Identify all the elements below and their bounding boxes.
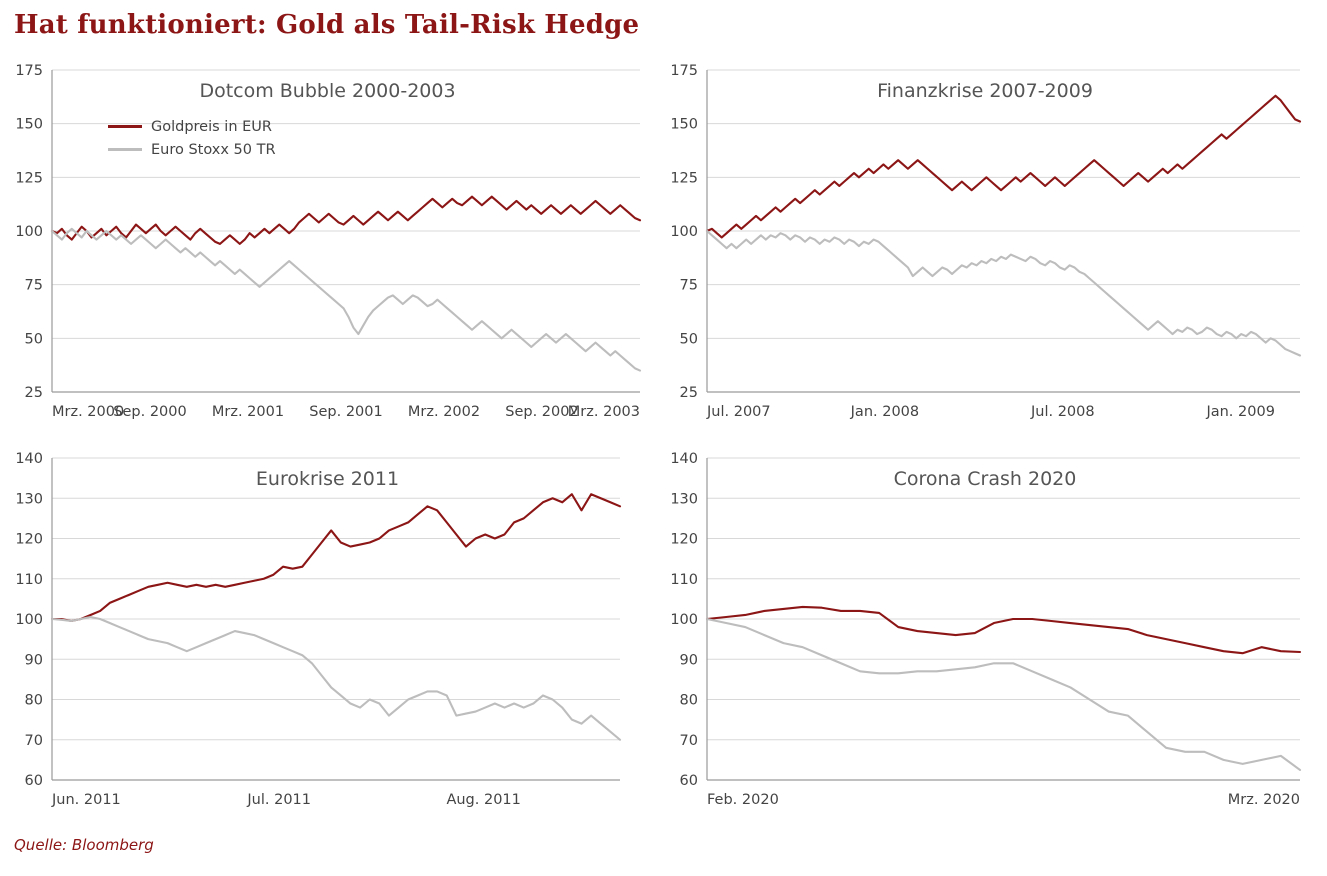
legend-swatch-equity: [108, 148, 142, 151]
chart-legend: [108, 118, 276, 164]
svg-text:70: 70: [679, 732, 698, 749]
chart-grid: [0, 56, 1327, 816]
svg-text:125: 125: [670, 170, 698, 187]
svg-text:Aug. 2011: Aug. 2011: [446, 792, 521, 808]
svg-text:100: 100: [15, 224, 43, 240]
legend-item-equity: [108, 141, 276, 158]
svg-text:Jan. 2009: Jan. 2009: [1206, 404, 1275, 420]
svg-text:Mrz. 2002: Mrz. 2002: [407, 404, 481, 420]
svg-text:120: 120: [15, 531, 43, 548]
svg-text:75: 75: [679, 277, 698, 294]
svg-text:75: 75: [24, 277, 43, 294]
svg-text:Sep. 2002: Sep. 2002: [505, 404, 579, 420]
svg-text:150: 150: [15, 116, 43, 133]
svg-text:80: 80: [24, 692, 43, 709]
svg-text:140: 140: [670, 451, 698, 467]
svg-text:90: 90: [679, 652, 698, 669]
svg-text:25: 25: [679, 385, 698, 401]
svg-text:Jun. 2011: Jun. 2011: [52, 792, 121, 808]
svg-text:Sep. 2001: Sep. 2001: [309, 404, 383, 420]
chart-title-corona: Corona Crash 2020: [893, 468, 1077, 490]
svg-text:Mrz. 2003: Mrz. 2003: [567, 404, 640, 420]
source-note: Quelle: Bloomberg: [14, 836, 154, 854]
svg-text:175: 175: [670, 63, 698, 79]
chart-plot-dotcom: [0, 56, 655, 428]
svg-text:80: 80: [679, 692, 698, 709]
chart-panel-finanzkrise: [655, 56, 1315, 428]
chart-title-eurokrise: Eurokrise 2011: [255, 468, 400, 490]
legend-swatch-gold: [108, 125, 142, 128]
svg-text:110: 110: [670, 571, 698, 588]
svg-text:100: 100: [670, 224, 698, 240]
chart-title-finanzkrise: Finanzkrise 2007-2009: [877, 80, 1093, 102]
svg-text:130: 130: [670, 491, 698, 508]
svg-text:Mrz. 2001: Mrz. 2001: [211, 404, 285, 420]
chart-panel-corona: [655, 444, 1315, 816]
svg-text:Jul. 2008: Jul. 2008: [1030, 404, 1095, 420]
svg-text:140: 140: [15, 451, 43, 467]
legend-label-gold: Goldpreis in EUR: [151, 118, 272, 135]
svg-text:50: 50: [24, 331, 43, 348]
svg-text:Mrz. 2020: Mrz. 2020: [1227, 792, 1300, 808]
svg-text:60: 60: [24, 773, 43, 789]
chart-panel-eurokrise: [0, 444, 655, 816]
svg-text:125: 125: [15, 170, 43, 187]
svg-text:100: 100: [670, 612, 698, 628]
svg-text:Feb. 2020: Feb. 2020: [707, 792, 779, 808]
legend-label-equity: Euro Stoxx 50 TR: [151, 141, 276, 158]
svg-text:90: 90: [24, 652, 43, 669]
svg-text:150: 150: [670, 116, 698, 133]
svg-text:50: 50: [679, 331, 698, 348]
svg-text:130: 130: [15, 491, 43, 508]
svg-text:100: 100: [15, 612, 43, 628]
svg-text:70: 70: [24, 732, 43, 749]
svg-text:175: 175: [15, 63, 43, 79]
svg-text:Jan. 2008: Jan. 2008: [850, 404, 920, 420]
legend-item-gold: [108, 118, 276, 135]
svg-text:25: 25: [24, 385, 43, 401]
chart-plot-eurokrise: [0, 444, 655, 816]
page-title: Hat funktioniert: Gold als Tail-Risk Hedge: [14, 10, 640, 40]
svg-text:60: 60: [679, 773, 698, 789]
svg-text:Jul. 2007: Jul. 2007: [707, 404, 771, 420]
svg-text:Sep. 2000: Sep. 2000: [113, 404, 187, 420]
chart-panel-dotcom: [0, 56, 655, 428]
svg-text:Mrz. 2000: Mrz. 2000: [52, 404, 125, 420]
chart-title-dotcom: Dotcom Bubble 2000-2003: [199, 80, 456, 102]
svg-text:110: 110: [15, 571, 43, 588]
svg-text:Jul. 2011: Jul. 2011: [247, 792, 312, 808]
svg-text:120: 120: [670, 531, 698, 548]
chart-plot-corona: [655, 444, 1315, 816]
chart-plot-finanzkrise: [655, 56, 1315, 428]
